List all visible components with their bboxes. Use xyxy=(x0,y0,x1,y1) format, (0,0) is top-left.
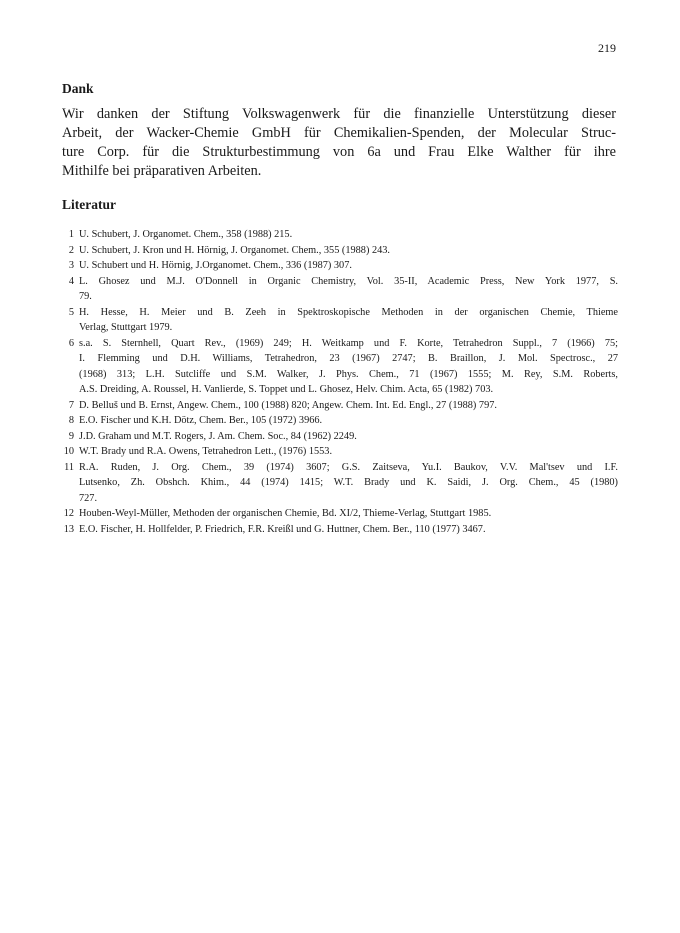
reference-text-line: U. Schubert, J. Kron und H. Hörnig, J. Organomet. Chem., 355 (1988) 243. xyxy=(79,244,390,256)
reference-item xyxy=(62,243,618,259)
reference-item xyxy=(62,305,618,336)
reference-item xyxy=(62,506,618,522)
reference-text-line: W.T. Brady und R.A. Owens, Tetrahedron Lett., (1976) 1553. xyxy=(79,446,333,457)
reference-item xyxy=(62,398,618,414)
reference-number: 1 xyxy=(68,229,74,240)
reference-number: 12 xyxy=(63,508,74,519)
reference-number: 9 xyxy=(68,430,74,442)
reference-text-line: E.O. Fischer und K.H. Dötz, Chem. Ber., 105 (1972) 3966. xyxy=(79,415,323,426)
acknowledgement-heading: Dank xyxy=(62,81,94,96)
literature-heading: Literatur xyxy=(62,197,116,212)
reference-text-line: U. Schubert, J. Organomet. Chem., 358 (1988) 215. xyxy=(79,229,293,240)
reference-text-line: J.D. Graham und M.T. Rogers, J. Am. Chem. Soc., 84 (1962) 2249. xyxy=(79,430,357,442)
reference-number: 7 xyxy=(68,399,74,411)
reference-list xyxy=(62,227,618,537)
reference-text-line: Verlag, Stuttgart 1979. xyxy=(79,322,173,333)
reference-text-line: (1968) 313; L.H. Sutcliffe und S.M. Walker, J. Phys. Chem., 71 (1967) 1555; M. Rey, S.M. Roberts, xyxy=(79,368,618,380)
acknowledgement-line: Wir danken der Stiftung Volkswagenwerk für die finanzielle Unterstützung dieser xyxy=(62,106,616,122)
acknowledgement-line: Arbeit, der Wacker-Chemie GmbH für Chemikalien-Spenden, der Molecular Struc- xyxy=(62,125,616,141)
reference-number: 6 xyxy=(68,337,74,349)
reference-number: 10 xyxy=(63,446,74,457)
reference-text-line: D. Belluš und B. Ernst, Angew. Chem., 100 (1988) 820; Angew. Chem. Int. Ed. Engl., 27 (1988) 797. xyxy=(79,399,497,411)
reference-number: 5 xyxy=(68,306,74,318)
reference-text-line: s.a. S. Sternhell, Quart Rev., (1969) 249; H. Weitkamp und F. Korte, Tetrahedron Suppl., 7 (1966) 75; xyxy=(79,337,618,349)
page-number: 219 xyxy=(598,41,616,55)
reference-text-line: E.O. Fischer, H. Hollfelder, P. Friedrich, F.R. Kreißl und G. Huttner, Chem. Ber., 110 (1977) 3467. xyxy=(79,523,486,535)
reference-text-line: L. Ghosez und M.J. O'Donnell in Organic Chemistry, Vol. 35-II, Academic Press, New York 1977, S. xyxy=(79,275,618,287)
reference-item xyxy=(62,336,618,398)
reference-number: 2 xyxy=(68,244,74,256)
reference-text-line: Lutsenko, Zh. Obshch. Khim., 44 (1974) 1415; W.T. Brady und K. Saidi, J. Org. Chem., 45 (1980) xyxy=(79,477,618,488)
reference-text-line: H. Hesse, H. Meier und B. Zeeh in Spektroskopische Methoden in der organischen Chemie, Thieme xyxy=(79,306,618,318)
reference-text-line: 79. xyxy=(79,291,92,302)
reference-item xyxy=(62,429,618,445)
reference-text-line: U. Schubert und H. Hörnig, J.Organomet. Chem., 336 (1987) 307. xyxy=(79,260,352,271)
reference-item xyxy=(62,522,618,538)
acknowledgement-line: ture Corp. für die Strukturbestimmung von 6a und Frau Elke Walther für ihre xyxy=(62,144,616,160)
reference-text-line: Houben-Weyl-Müller, Methoden der organischen Chemie, Bd. XI/2, Thieme-Verlag, Stuttgart 1985. xyxy=(79,508,492,519)
reference-number: 3 xyxy=(68,260,74,271)
reference-number: 8 xyxy=(68,415,74,426)
reference-item xyxy=(62,413,618,429)
reference-text-line: R.A. Ruden, J. Org. Chem., 39 (1974) 3607; G.S. Zaitseva, Yu.I. Baukov, V.V. Mal'tsev und I.F. xyxy=(79,461,618,473)
reference-item xyxy=(62,460,618,507)
reference-number: 11 xyxy=(64,461,74,473)
reference-item xyxy=(62,274,618,305)
acknowledgement-line: Mithilfe bei präparativen Arbeiten. xyxy=(62,163,262,179)
acknowledgement-paragraph xyxy=(62,105,616,181)
reference-item xyxy=(62,227,618,243)
reference-number: 4 xyxy=(68,275,74,287)
reference-text-line: 727. xyxy=(79,492,98,504)
reference-item xyxy=(62,258,618,274)
reference-item xyxy=(62,444,618,460)
reference-text-line: I. Flemming und D.H. Williams, Tetrahedron, 23 (1967) 2747; B. Braillon, J. Mol. Spectrosc., 27 xyxy=(79,353,618,364)
reference-text-line: A.S. Dreiding, A. Roussel, H. Vanlierde, S. Toppet und L. Ghosez, Helv. Chim. Acta, 65 (1982) 703. xyxy=(79,384,494,395)
reference-number: 13 xyxy=(63,523,74,535)
